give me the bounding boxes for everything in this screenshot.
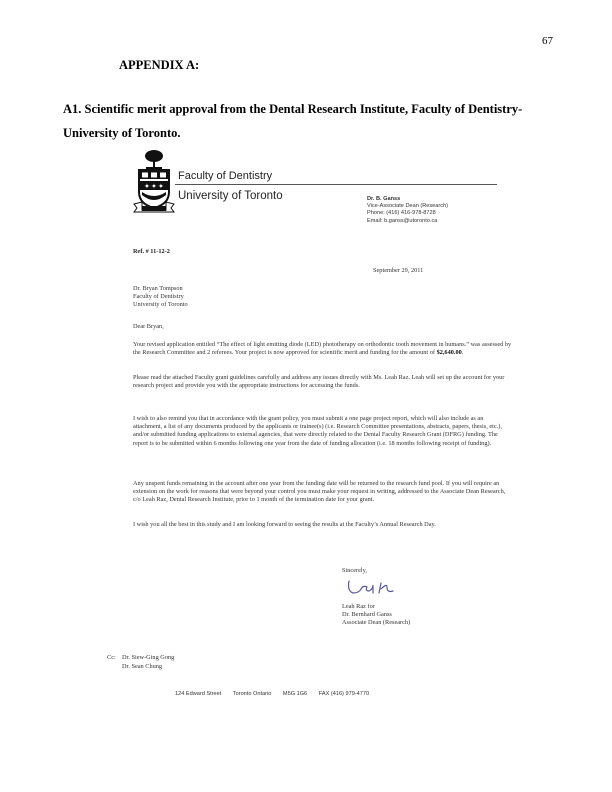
letterhead-footer: [175, 691, 379, 697]
contact-email: Email: b.ganss@utoronto.ca: [367, 217, 438, 224]
signer-block: [342, 603, 410, 627]
recipient-address: [133, 285, 188, 309]
paragraph-report-policy: I wish to also remind you that in accordance with the grant policy, you must submit a one page project report, which will also include as an attachment, a list of any documents produced by the applicants or trainee(s) (i.e. Research Committee presentations, abstracts, papers, thesis, etc.), and/or submitted funding applications to external agencies, that were directly related to the Dental Faculty Research Grant (DFRG) funding. The report is to be submitted within 6 months following one year from the date of funding allocation (i.e. 18 months following receipt of funding).: [133, 415, 502, 447]
section-title: A1. Scientific merit approval from the Dental Research Institute, Faculty of Dentistry-University of Toronto.: [63, 102, 523, 140]
paragraph-guidelines: Please read the attached Faculty grant guidelines carefully and address any issues directly with Ms. Leah Raz. Leah will set up the account for your research project and provide you with the appropriate instructions for accessing the funds.: [133, 374, 505, 390]
signer-line1: Leah Raz for: [342, 603, 375, 610]
cc-name: Dr. Siew-Ging Gong: [122, 654, 175, 661]
svg-text:✦: ✦: [158, 182, 164, 191]
cc-name: Dr. Sean Chung: [122, 662, 163, 670]
letterhead-faculty: Faculty of Dentistry: [178, 170, 273, 182]
footer-fax: FAX (416) 979-4770: [318, 691, 370, 697]
signature: [343, 577, 403, 597]
appendix-heading: APPENDIX A:: [119, 58, 200, 72]
reference-number: Ref. # 11-12-2: [133, 248, 170, 255]
funding-amount: $2,640.00: [436, 349, 462, 357]
paragraph-closing-wishes: I wish you all the best in this study and I am looking forward to seeing the results at the Faculty’s Annual Research Day.: [133, 521, 436, 528]
approval-text: Your revised application entitled “The effect of light emitting diode (LED) phototherapy on orthodontic tooth movement in humans.” was assessed by the Research Committee and 2 referees. Your project is now approved for scientific merit and funding for the amount of: [133, 341, 512, 357]
paragraph-approval: [133, 341, 513, 357]
university-crest-icon: [133, 148, 175, 214]
recipient-name: Dr. Bryan Tompson: [133, 285, 183, 292]
salutation: Dear Bryan,: [133, 323, 164, 330]
recipient-line2: Faculty of Dentistry: [133, 293, 184, 300]
contact-title: Vice-Associate Dean (Research): [367, 203, 449, 210]
page-number: 67: [542, 35, 553, 47]
letterhead-university: University of Toronto: [178, 190, 283, 202]
letterhead-divider: [175, 184, 497, 185]
svg-text:✦: ✦: [151, 182, 157, 191]
signer-line3: Associate Dean (Research): [342, 619, 411, 626]
svg-text:✦: ✦: [144, 182, 150, 191]
paragraph-unspent-funds: Any unspent funds remaining in the account after one year from the funding date will be returned to the research fund pool. If you will require an extension on the work for reasons that were beyond your control you must make your request in writing, addressed to the Associate Dean Research, c/o Leah Raz, Dental Research Institute, prior to 1 month of the termination date for your grant.: [133, 480, 506, 504]
cc-block: [107, 654, 174, 671]
closing: Sincerely,: [342, 567, 367, 574]
recipient-line3: University of Toronto: [133, 301, 188, 308]
contact-phone: Phone: (416) 416-978-8728: [367, 210, 436, 217]
signer-line2: Dr. Bernhard Ganss: [342, 611, 392, 618]
cc-label: Cc:: [107, 654, 116, 661]
footer-postal: M5G 1G6: [282, 691, 308, 697]
letter-date: September 29, 2011: [373, 267, 424, 274]
footer-street: 124 Edward Street: [175, 691, 222, 697]
contact-name: Dr. B. Ganss: [367, 196, 401, 202]
approval-end: .: [461, 349, 464, 357]
footer-city: Toronto Ontario: [232, 691, 272, 697]
letterhead-contact: [367, 196, 448, 225]
